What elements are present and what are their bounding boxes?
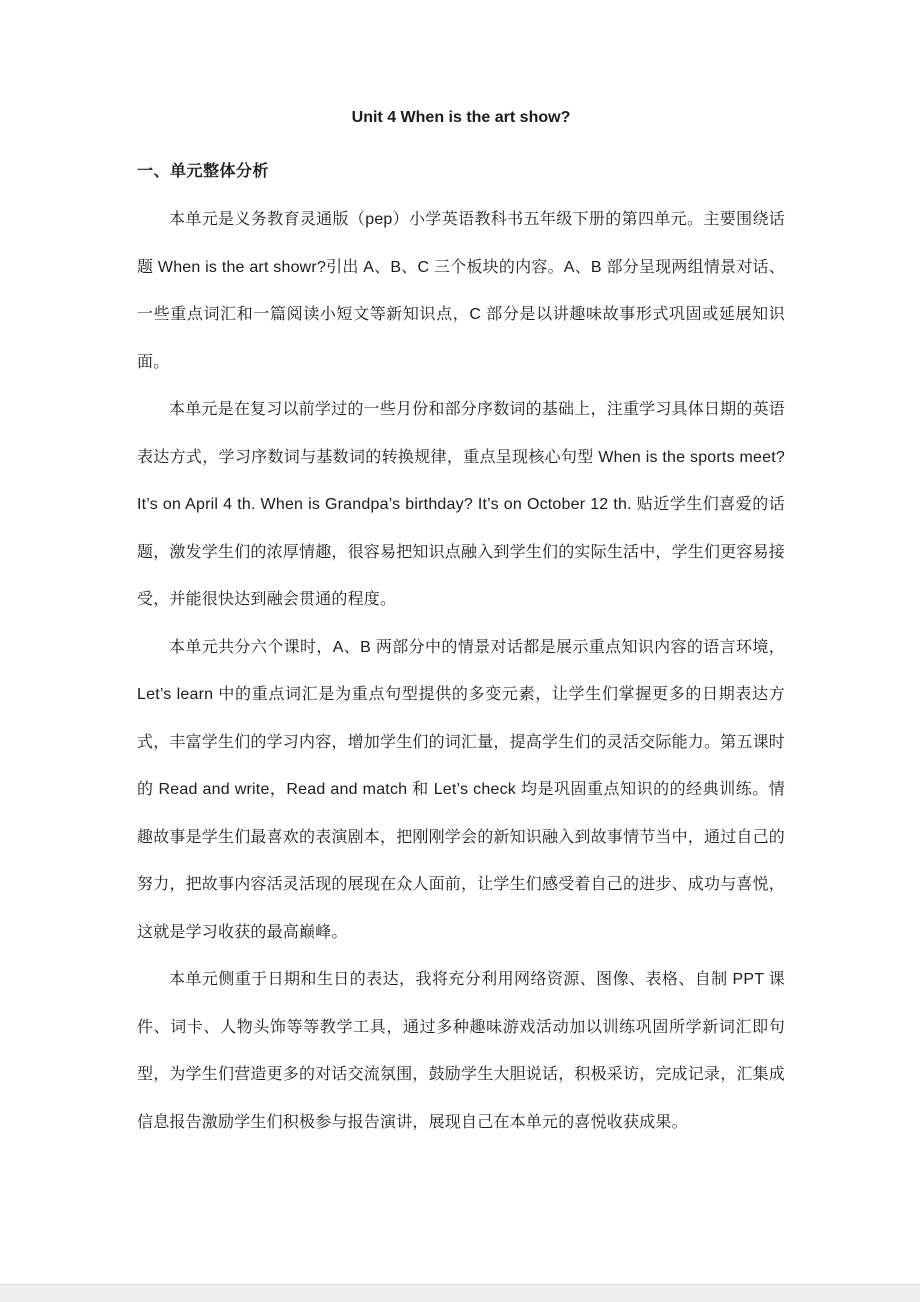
paragraph-key-sentence-patterns: 本单元是在复习以前学过的一些月份和部分序数词的基础上，注重学习具体日期的英语表达方式，学习序数词与基数词的转换规律，重点呈现核心句型 When is the sports meet? It’s on April 4 th. When is Grandpa’s birthday? It’s on October 12 th. 贴近学生们喜爱的话题，激发学生们的浓厚情趣，很容易把知识点融入到学生们的实际生活中，学生们更容易接受，并能很快达到融会贯通的程度。 [137,401,786,608]
paragraph-lesson-structure: 本单元共分六个课时，A、B 两部分中的情景对话都是展示重点知识内容的语言环境，Let’s learn 中的重点词汇是为重点句型提供的多变元素，让学生们掌握更多的日期表达方式，丰富学生们的学习内容，增加学生们的词汇量，提高学生们的灵活交际能力。第五课时的 Read and write，Read and match 和 Let’s check 均是巩固重点知识的的经典训练。情趣故事是学生们最喜欢的表演剧本，把刚刚学会的新知识融入到故事情节当中，通过自己的努力，把故事内容活灵活现的展现在众人面前，让学生们感受着自己的进步、成功与喜悦，这就是学习收获的最高巅峰。 [137,638,786,941]
paragraph-unit-overview: 本单元是义务教育灵通版（pep）小学英语教科书五年级下册的第四单元。主要围绕话题 When is the art showr?引出 A、B、C 三个板块的内容。A、B 部分呈现两组情景对话、一些重点词汇和一篇阅读小短文等新知识点，C 部分是以讲趣味故事形式巩固或延展知识面。 [137,211,785,371]
paragraph-teaching-methods: 本单元侧重于日期和生日的表达，我将充分利用网络资源、图像、表格、自制 PPT 课件、词卡、人物头饰等等教学工具，通过多种趣味游戏活动加以训练巩固所学新词汇即句型，为学生们营造更多的对话交流氛围，鼓励学生大胆说话，积极采访，完成记录，汇集成信息报告激励学生们积极参与报告演讲，展现自己在本单元的喜悦收获成果。 [137,971,786,1131]
page-bottom-edge [0,1284,920,1302]
document-title: Unit 4 When is the art show? [351,109,571,126]
section-heading-unit-analysis: 一、单元整体分析 [137,163,270,180]
